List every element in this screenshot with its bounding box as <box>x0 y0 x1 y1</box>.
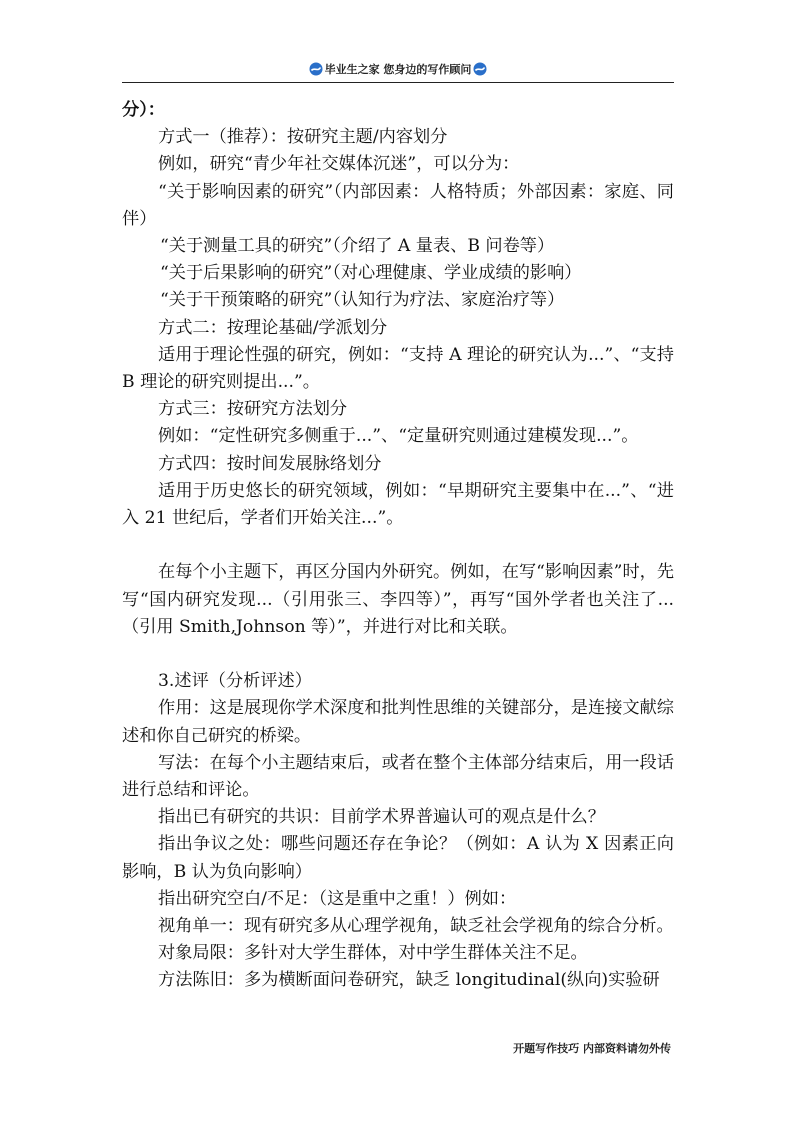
method-one-heading: 方式一（推荐）：按研究主题/内容划分 <box>158 127 448 148</box>
paragraph: 作用：这是展现你学术深度和批判性思维的关键部分，是连接文献综述和你自己研究的桥梁。 <box>122 698 674 746</box>
paragraph: 指出已有研究的共识：目前学术界普遍认可的观点是什么？ <box>158 807 605 828</box>
list-item: “关于干预策略的研究”（认知行为疗法、家庭治疗等） <box>160 290 565 311</box>
method-three-heading: 方式三：按研究方法划分 <box>158 399 348 420</box>
blue-swirl-logo-icon <box>309 62 323 76</box>
paragraph: 适用于历史悠长的研究领域，例如：“早期研究主要集中在...”、“进入 21 世纪后，学者们开始关注...”。 <box>122 480 674 529</box>
method-two-heading: 方式二：按理论基础/学派划分 <box>158 317 388 338</box>
page-header <box>122 58 674 83</box>
blank-line <box>122 641 674 668</box>
paragraph: 方法陈旧：多为横断面问卷研究，缺乏 longitudinal(纵向)实验研 <box>158 970 660 991</box>
document-body <box>122 97 674 995</box>
paragraph: 指出争议之处：哪些问题还存在争论？（例如：A 认为 X 因素正向影响，B 认为负向影响） <box>122 834 674 882</box>
blank-line <box>122 532 674 559</box>
page-footer: 开题写作技巧 内部资料请勿外传 <box>513 1042 671 1055</box>
paragraph: 对象局限：多针对大学生群体，对中学生群体关注不足。 <box>158 943 588 964</box>
list-item: “关于测量工具的研究”（介绍了 A 量表、B 问卷等） <box>160 236 555 257</box>
list-item: “关于影响因素的研究”（内部因素：人格特质；外部因素：家庭、同伴） <box>122 181 674 229</box>
blue-swirl-logo-icon <box>473 62 487 76</box>
paragraph: 视角单一：现有研究多从心理学视角，缺乏社会学视角的综合分析。 <box>158 916 674 937</box>
paragraph: 在每个小主题下，再区分国内外研究。例如，在写“影响因素”时，先写“国内研究发现...（引用张三、李四等）”，再写“国外学者也关注了...（引用 Smith,Johnson 等）”，并进行对比和关联。 <box>122 562 675 637</box>
section-heading: 3.述评（分析评述） <box>158 671 312 692</box>
example-paragraph: 例如，研究“青少年社交媒体沉迷”，可以分为： <box>158 154 520 175</box>
paragraph-continuation: 分）： <box>122 100 165 120</box>
header-text: 毕业生之家 您身边的写作顾问 <box>324 63 472 76</box>
list-item: “关于后果影响的研究”（对心理健康、学业成绩的影响） <box>160 263 582 284</box>
paragraph: 指出研究空白/不足：（这是重中之重！）例如： <box>158 888 517 909</box>
paragraph: 写法：在每个小主题结束后，或者在整个主体部分结束后，用一段话进行总结和评论。 <box>122 752 674 801</box>
paragraph: 例如：“定性研究多侧重于...”、“定量研究则通过建模发现...”。 <box>158 426 639 447</box>
paragraph: 适用于理论性强的研究，例如：“支持 A 理论的研究认为...”、“支持 B 理论的研究则提出...”。 <box>122 344 674 393</box>
method-four-heading: 方式四：按时间发展脉络划分 <box>158 453 382 474</box>
